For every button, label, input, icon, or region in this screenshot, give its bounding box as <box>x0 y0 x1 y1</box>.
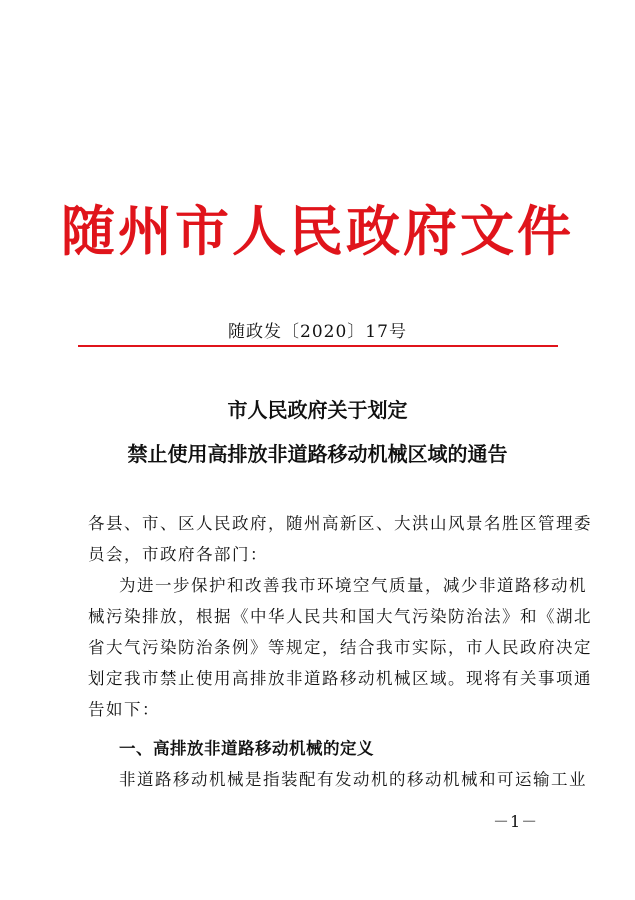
addressee-line-2: 员会，市政府各部门： <box>88 545 268 564</box>
paragraph-1-line-4: 划定我市禁止使用高排放非道路移动机械区域。现将有关事项通 <box>88 669 592 688</box>
document-number: 随政发〔2020〕17号 <box>228 322 407 342</box>
red-divider-line <box>78 345 558 347</box>
page-number: －1－ <box>493 812 539 831</box>
addressee-line-1: 各县、市、区人民政府，随州高新区、大洪山风景名胜区管理委 <box>88 514 592 533</box>
notice-title-line-2: 禁止使用高排放非道路移动机械区域的通告 <box>127 442 508 466</box>
section-1-heading: 一、高排放非道路移动机械的定义 <box>119 739 374 758</box>
paragraph-1-line-3: 省大气污染防治条例》等规定，结合我市实际，市人民政府决定 <box>88 638 592 657</box>
paragraph-1-line-2: 械污染排放，根据《中华人民共和国大气污染防治法》和《湖北 <box>88 607 592 626</box>
document-header-title: 随州市人民政府文件 <box>61 199 574 263</box>
paragraph-1-line-1: 为进一步保护和改善我市环境空气质量，减少非道路移动机 <box>119 576 587 595</box>
paragraph-1-line-5: 告如下： <box>88 700 160 719</box>
section-1-line-1: 非道路移动机械是指装配有发动机的移动机械和可运输工业 <box>119 770 587 789</box>
notice-title-line-1: 市人民政府关于划定 <box>227 398 408 422</box>
